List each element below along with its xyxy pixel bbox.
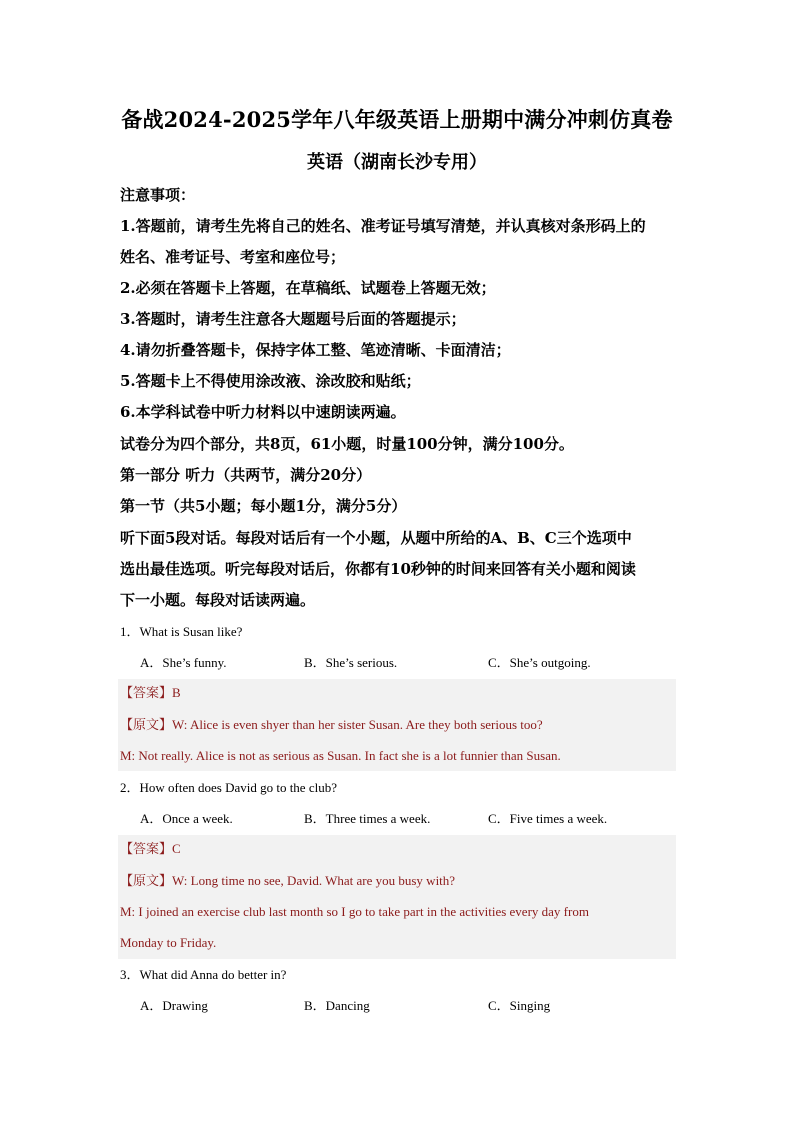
script-line: Monday to Friday. [120,935,217,950]
question-stem: 2．How often does David go to the club? [120,780,337,795]
option-b: B．She’s serious. [304,655,398,670]
script-line [120,716,543,735]
note-item: 1.答题前，请考生先将自己的姓名、准考证号填写清楚，并认真核对条形码上的 [120,217,646,235]
option-c: C．She’s outgoing. [488,655,591,670]
note-item: 5.答题卡上不得使用涂改液、涂改胶和贴纸； [120,372,421,390]
instruction-line: 下一小题。每段对话读两遍。 [120,591,316,609]
script-line: M: I joined an exercise club last month so I go to take part in the activities every day from [120,904,589,919]
option-b: B．Dancing [304,998,370,1013]
note-item: 6.本学科试卷中听力材料以中速朗读两遍。 [120,403,406,421]
script-text: W: Long time no see, David. What are you busy with? [172,873,456,888]
script-line [120,872,455,891]
notes-heading: 注意事项： [120,186,196,204]
note-item: 姓名、准考证号、考室和座位号； [120,248,346,266]
script-line: M: Not really. Alice is not as serious as Susan. In fact she is a lot funnier than Susan. [120,748,561,763]
section1-heading: 第一节（共5小题；每小题1分，满分5分） [120,497,407,515]
question-stem: 3．What did Anna do better in? [120,967,287,982]
note-item: 3.答题时，请考生注意各大题题号后面的答题提示； [120,310,466,328]
option-b: B．Three times a week. [304,811,431,826]
answer-tag: 【答案】 [120,842,173,857]
script-text: W: Alice is even shyer than her sister Susan. Are they both serious too? [172,717,543,732]
instruction-line: 选出最佳选项。听完每段对话后，你都有10秒钟的时间来回答有关小题和阅读 [120,560,636,578]
answer-value: B [172,685,181,700]
option-a: A．Drawing [140,998,208,1013]
note-item: 2.必须在答题卡上答题，在草稿纸、试题卷上答题无效； [120,279,496,297]
answer-line [120,684,181,703]
option-a: A．Once a week. [140,811,233,826]
answer-value: C [172,841,181,856]
answer-tag: 【答案】 [120,686,173,701]
exam-info: 试卷分为四个部分，共8页，61小题，时量100分钟，满分100分。 [120,435,574,453]
part1-heading: 第一部分 听力（共两节，满分20分） [120,466,372,484]
page-title: 备战2024-2025学年八年级英语上册期中满分冲刺仿真卷 [121,107,673,132]
instruction-line: 听下面5段对话。每段对话后有一个小题，从题中所给的A、B、C三个选项中 [120,529,632,547]
script-tag: 【原文】 [120,874,173,889]
option-c: C．Five times a week. [488,811,608,826]
answer-line [120,840,181,859]
page-subtitle: 英语（湖南长沙专用） [307,152,487,173]
question-stem: 1．What is Susan like? [120,624,243,639]
script-tag: 【原文】 [120,718,173,733]
option-c: C．Singing [488,998,551,1013]
note-item: 4.请勿折叠答题卡，保持字体工整、笔迹清晰、卡面清洁； [120,341,511,359]
option-a: A．She’s funny. [140,655,227,670]
